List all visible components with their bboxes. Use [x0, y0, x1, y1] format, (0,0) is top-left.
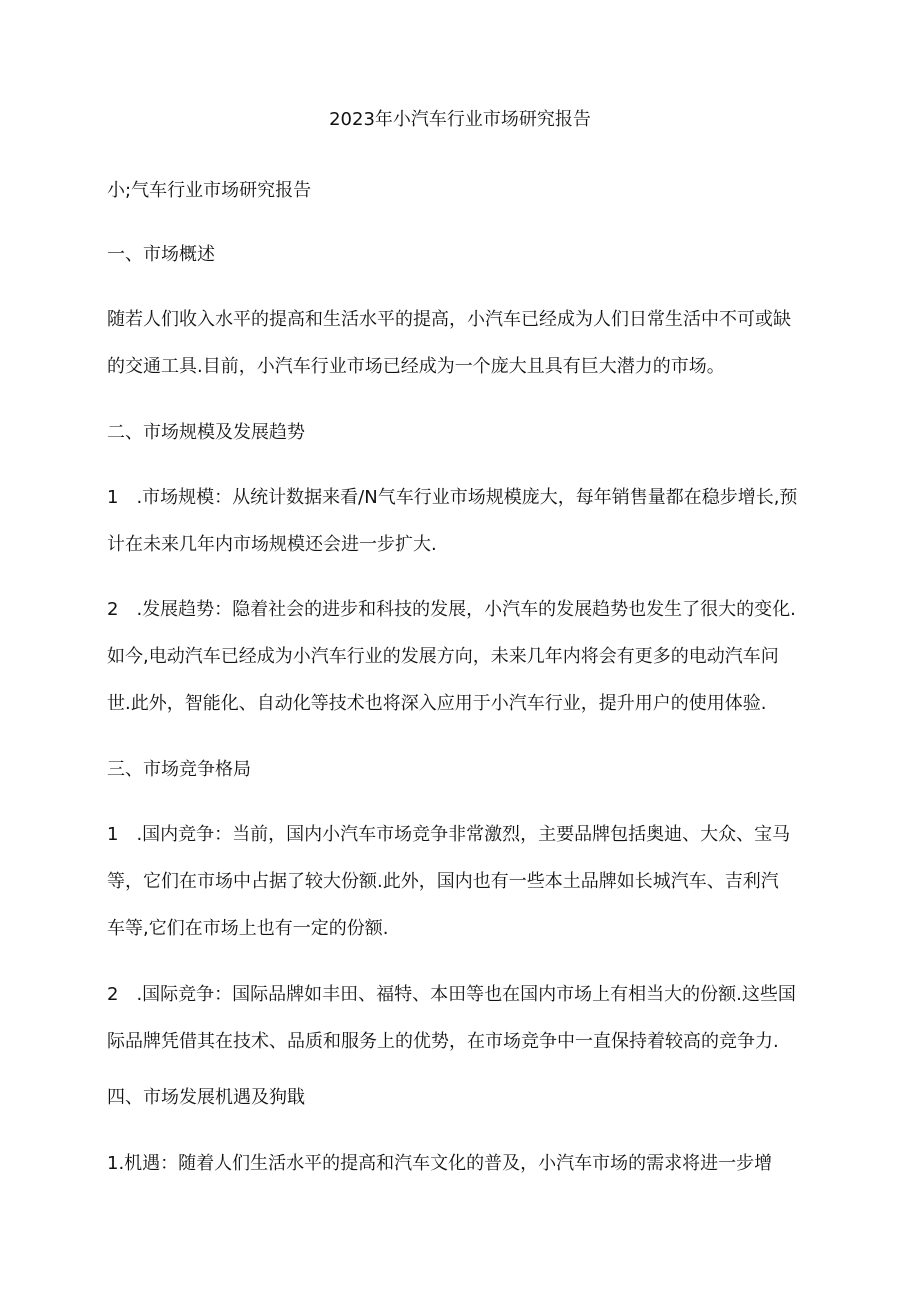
document-title: 2023年小汽车行业市场研究报告: [329, 109, 591, 130]
paragraph-line: 1 .国内竞争：当前，国内小汽车市场竞争非常激烈，主要品牌包括奥迪、大众、宝马: [107, 824, 791, 845]
section-heading-4: 四、市场发展机遇及狗戢: [107, 1087, 305, 1108]
section-heading-2: 二、市场规模及发展趋势: [107, 422, 305, 443]
paragraph-line: 的交通工具.目前，小汽车行业市场已经成为一个庞大且具有巨大潜力的市场。: [107, 356, 725, 377]
paragraph-line: 1 .市场规模：从统计数据来看/N气车行业市场规模庞大，每年销售量都在稳步增长,预: [107, 487, 798, 508]
paragraph-line: 1.机遇：随着人们生活水平的提高和汽车文化的普及，小汽车市场的需求将进一步增: [107, 1153, 773, 1174]
paragraph-line: 等，它们在市场中占据了较大份额.此外，国内也有一些本土品牌如长城汽车、吉利汽: [107, 871, 779, 892]
paragraph-line: 随若人们收入水平的提高和生活水平的提高，小汽车已经成为人们日常生活中不可或缺: [107, 309, 791, 330]
paragraph-line: 车等,它们在市场上也有一定的份额.: [107, 918, 389, 939]
section-heading-1: 一、市场概述: [107, 244, 215, 265]
document-subtitle: 小;气车行业市场研究报告: [107, 180, 312, 201]
section-heading-3: 三、市场竞争格局: [107, 759, 251, 780]
paragraph-line: 如今,电动汽车已经成为小汽车行业的发展方向，未来几年内将会有更多的电动汽车问: [107, 646, 779, 667]
paragraph-line: 计在未来几年内市场规模还会进一步扩大.: [107, 534, 437, 555]
paragraph-line: 世.此外，智能化、自动化等技术也将深入应用于小汽车行业，提升用户的使用体验.: [107, 693, 767, 714]
paragraph-line: 2 .发展趋势：隐着社会的进步和科技的发展，小汽车的发展趋势也发生了很大的变化.: [107, 599, 796, 620]
paragraph-line: 2 .国际竞争：国际品牌如丰田、福特、本田等也在国内市场上有相当大的份额.这些国: [107, 984, 796, 1005]
paragraph-line: 际品牌凭借其在技术、品质和服务上的优势，在市场竞争中一直保持着较高的竞争力.: [107, 1031, 779, 1052]
